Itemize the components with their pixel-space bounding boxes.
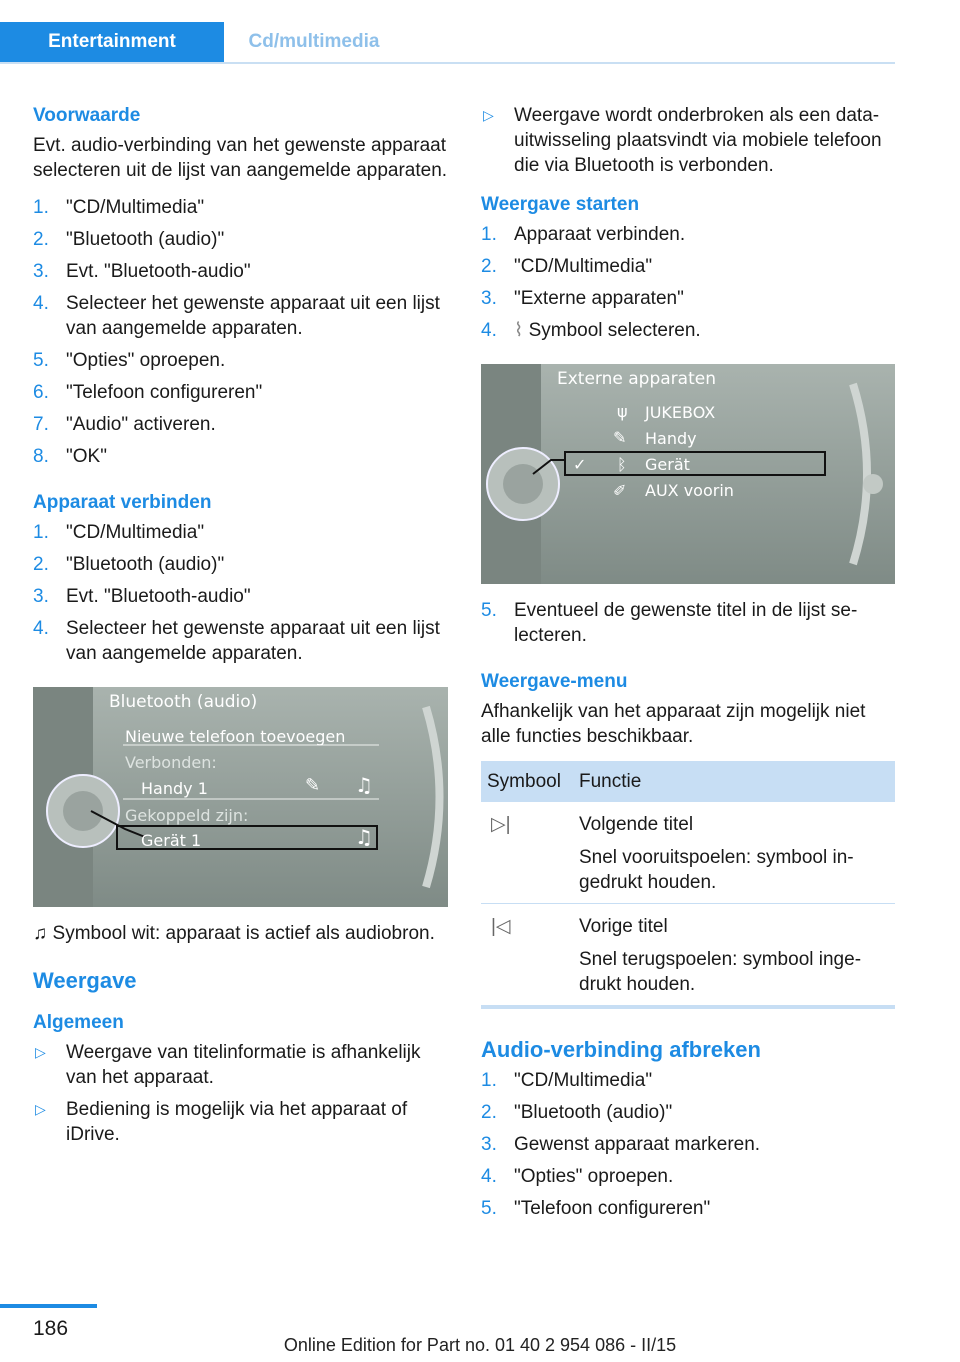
footer-accent-line: [0, 1304, 97, 1308]
list-item: 2. "Bluetooth (audio)": [33, 554, 225, 575]
music-note-icon: ♫: [355, 773, 373, 797]
phone-icon: ✎: [613, 428, 627, 447]
music-note-icon: ♫: [33, 923, 48, 944]
list-item: 3. "Externe apparaten": [481, 288, 684, 309]
usb-icon: ψ: [617, 402, 628, 421]
heading-weergave: Weergave: [33, 968, 137, 993]
list-item: 3. Evt. "Bluetooth-audio": [33, 586, 251, 607]
idrive-screen-bluetooth-audio: [33, 687, 448, 907]
screen-row: Gekoppeld zijn:: [125, 806, 249, 825]
heading-audio-verbinding-afbreken: Audio-verbinding afbreken: [481, 1037, 761, 1062]
list-item: 2. "Bluetooth (audio)": [33, 229, 225, 250]
table-header: Symbool: [481, 761, 573, 802]
screen-row: JUKEBOX: [645, 403, 716, 422]
steps-list-4: [481, 598, 895, 648]
screen-row: Verbonden:: [125, 753, 217, 772]
screen-row: AUX voorin: [645, 481, 734, 500]
music-note-icon: ♫: [355, 825, 373, 849]
screen-row: Handy 1: [141, 779, 208, 798]
screen-title: Bluetooth (audio): [109, 692, 258, 712]
list-item: 4. Selecteer het gewenste apparaat uit een lijst van aangemelde apparaten.: [33, 618, 440, 664]
heading-algemeen: Algemeen: [33, 1012, 124, 1033]
screen-row: Gerät: [645, 455, 690, 474]
right-column: [481, 103, 895, 1242]
heading-weergave-starten: Weergave starten: [481, 194, 640, 215]
left-column: [33, 103, 448, 1168]
function-table: [481, 761, 895, 1009]
next-track-icon: ▷|: [481, 802, 573, 904]
voorwaarde-text: Evt. audio-verbinding van het gewenste apparaat selecteren uit de lijst van aangemelde apparaten.: [33, 135, 448, 181]
idrive-screen-externe-apparaten: [481, 364, 895, 584]
list-item: 3. Gewenst apparaat markeren.: [481, 1134, 761, 1155]
list-item: 1. Apparaat verbinden.: [481, 224, 686, 245]
list-item: 5. "Telefoon configureren": [481, 1198, 711, 1219]
heading-weergave-menu: Weergave-menu: [481, 671, 628, 692]
screen-row: Gerät 1: [141, 831, 202, 850]
list-item: 2. "Bluetooth (audio)": [481, 1102, 673, 1123]
bluetooth-icon: ᛒ: [617, 455, 627, 474]
phone-icon: ✎: [305, 775, 321, 796]
triangle-bullet-icon: ▷: [35, 1044, 46, 1060]
list-item: 5. Eventueel de gewenste titel in de lijst selecteren.: [481, 600, 858, 646]
steps-list-3: [481, 222, 895, 343]
list-item: ▷ Bediening is mogelijk via het apparaat of iDrive.: [35, 1099, 408, 1145]
steps-list-1: [33, 195, 448, 469]
menu-text: Afhankelijk van het apparaat zijn mogelijk niet alle functies beschikbaar.: [481, 701, 866, 747]
external-device-icon: ⌇: [514, 320, 524, 341]
edition-footer: Online Edition for Part no. 01 40 2 954 086 - II/15: [283, 1335, 677, 1355]
steps-list-5: [481, 1068, 895, 1221]
steps-list-2: [33, 520, 448, 666]
previous-track-icon: |◁: [481, 904, 573, 1008]
page-number: 186: [33, 1317, 69, 1340]
list-item: 5. "Opties" oproepen.: [33, 350, 226, 371]
page-header: [0, 22, 895, 64]
bullet-list: [33, 1040, 448, 1147]
list-item: 1. "CD/Multimedia": [33, 197, 205, 218]
screen-row: Handy: [645, 429, 697, 448]
list-item: 7. "Audio" activeren.: [33, 414, 216, 435]
tab-entertainment[interactable]: Entertainment: [0, 22, 224, 62]
list-item: ▷ Weergave wordt onderbroken als een data-uitwisseling plaatsvindt via mobiele telefoon die via Bluetooth is verbonden.: [483, 105, 882, 176]
list-item: 4. Selecteer het gewenste apparaat uit een lijst van aangemelde apparaten.: [33, 293, 440, 339]
screen-background: [33, 687, 448, 907]
list-item: 1. "CD/Multimedia": [481, 1070, 653, 1091]
triangle-bullet-icon: ▷: [35, 1101, 46, 1117]
screen-row: Nieuwe telefoon toevoegen: [125, 727, 346, 746]
triangle-bullet-icon: ▷: [483, 107, 494, 123]
list-item: ▷ Weergave van titelinformatie is afhankelijk van het apparaat.: [35, 1042, 421, 1088]
screen-title: Externe apparaten: [557, 369, 716, 389]
symbol-note: ♫ Symbool wit: apparaat is actief als audiobron.: [33, 923, 435, 944]
list-item: 6. "Telefoon configureren": [33, 382, 263, 403]
heading-apparaat-verbinden: Apparaat verbinden: [33, 492, 212, 513]
check-icon: ✓: [573, 455, 587, 474]
table-row: |◁ Vorige titel Snel terugspoelen: symbool ingedrukt houden.: [481, 904, 895, 1008]
list-item: 4. "Opties" oproepen.: [481, 1166, 674, 1187]
table-row: ▷| Volgende titel Snel vooruitspoelen: symbool ingedrukt houden.: [481, 802, 895, 904]
list-item: 4. ⌇ Symbool selecteren.: [481, 320, 701, 341]
bullet-list: [481, 103, 895, 178]
list-item: 1. "CD/Multimedia": [33, 522, 205, 543]
tab-cd-multimedia[interactable]: Cd/multimedia: [248, 31, 380, 52]
list-item: 8. "OK": [33, 446, 107, 467]
aux-icon: ✐: [613, 481, 627, 500]
list-item: 3. Evt. "Bluetooth-audio": [33, 261, 251, 282]
heading-voorwaarde: Voorwaarde: [33, 105, 141, 126]
list-item: 2. "CD/Multimedia": [481, 256, 653, 277]
table-header: Functie: [573, 761, 895, 802]
